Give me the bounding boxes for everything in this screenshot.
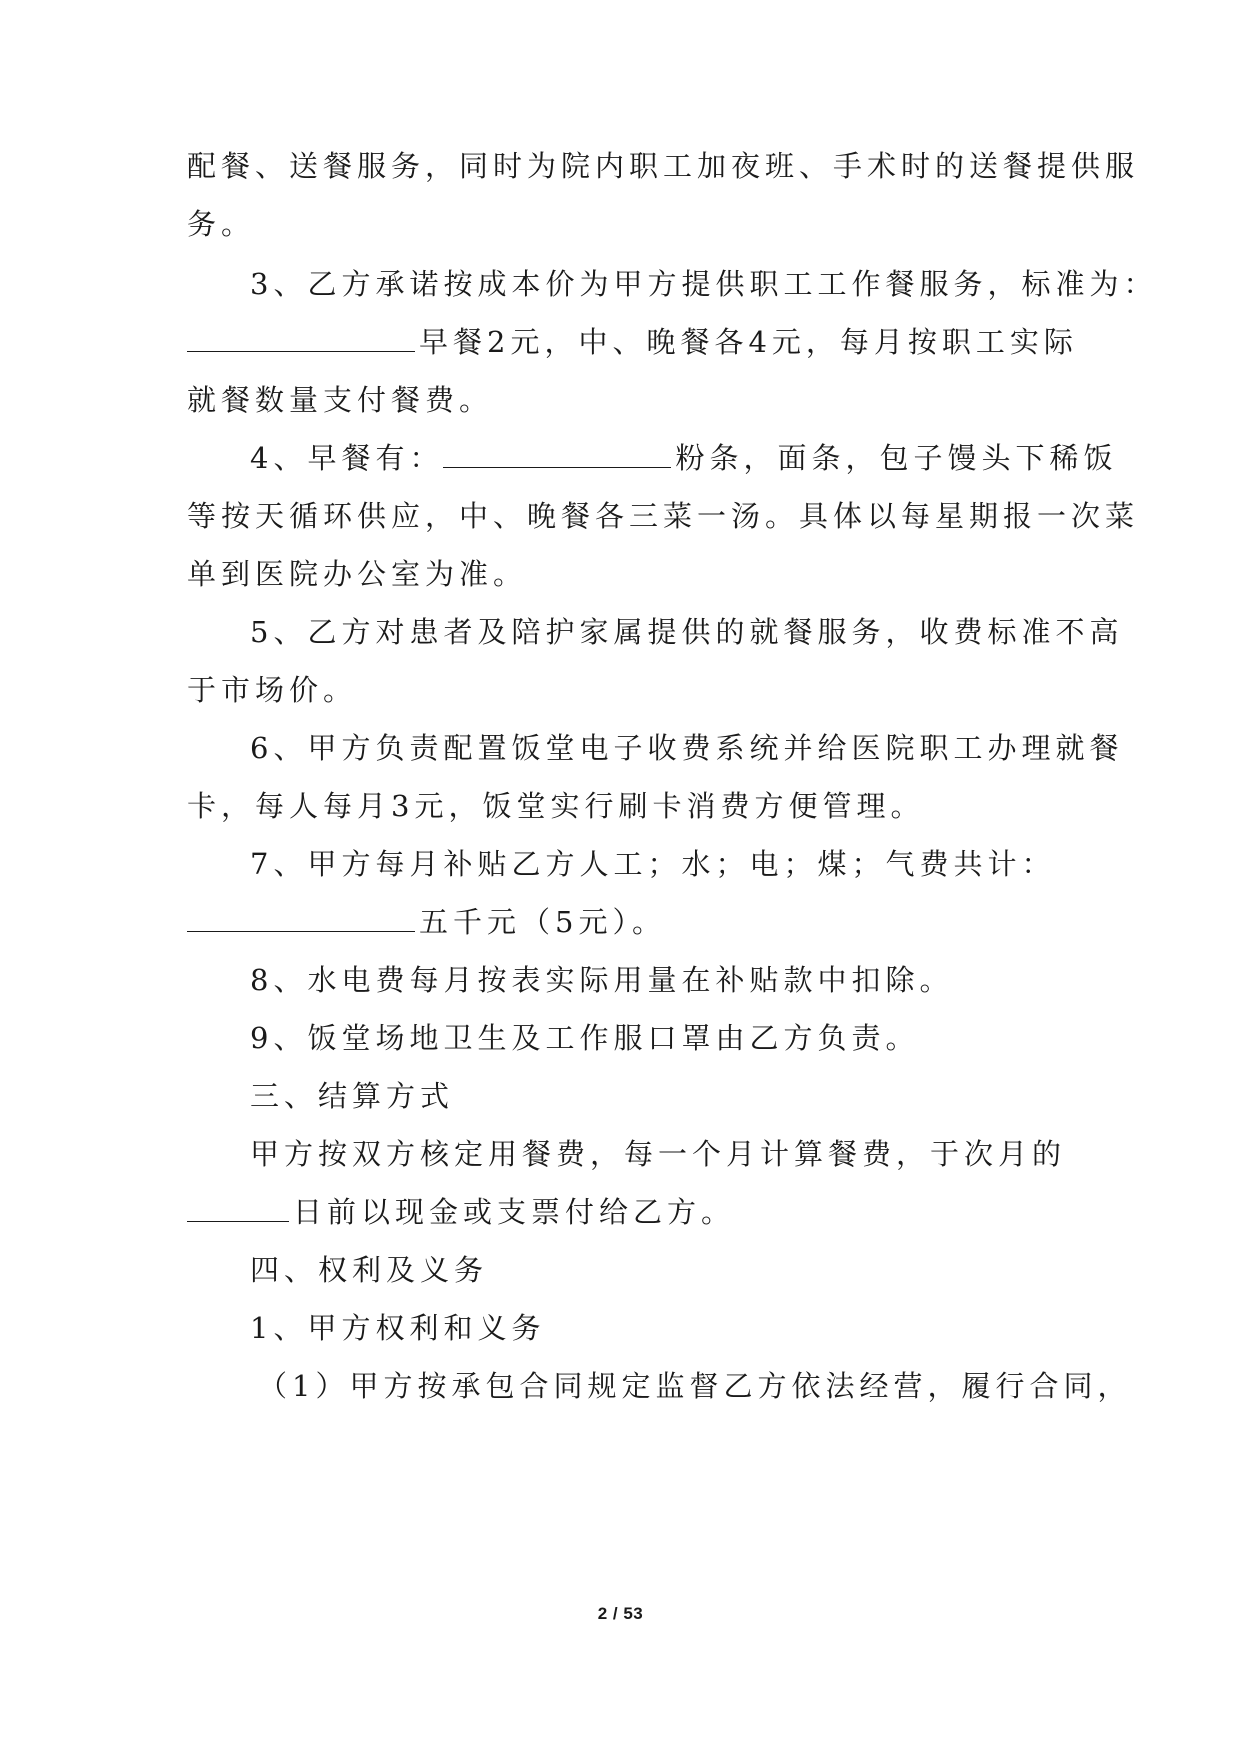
text-span: 五千元（5元）。 [419, 905, 666, 939]
fill-in-blank [443, 439, 671, 468]
subheading-party-a: 1、甲方权利和义务 [250, 1311, 546, 1345]
text-span: 日前以现金或支票付给乙方。 [293, 1195, 736, 1229]
text-line: （1）甲方按承包合同规定监督乙方依法经营，履行合同， [258, 1369, 1132, 1403]
text-line: 等按天循环供应，中、晚餐各三菜一汤。具体以每星期报一次菜 [187, 499, 1140, 533]
clause-5: 5、乙方对患者及陪护家属提供的就餐服务，收费标准不高 [250, 615, 1124, 649]
clause-9: 9、饭堂场地卫生及工作服口罩由乙方负责。 [250, 1021, 920, 1055]
text-line: 卡，每人每月3元，饭堂实行刷卡消费方便管理。 [187, 789, 925, 823]
fill-in-blank [187, 903, 415, 932]
text-span: 早餐2元，中、晚餐各4元，每月按职工实际 [419, 325, 1078, 359]
section-heading-rights: 四、权利及义务 [250, 1253, 489, 1287]
clause-4 [250, 438, 1120, 478]
text-line: 甲方按双方核定用餐费，每一个月计算餐费，于次月的 [250, 1137, 1067, 1171]
fill-in-blank [187, 323, 415, 352]
fill-in-blank [187, 1193, 289, 1222]
section-heading-settlement: 三、结算方式 [250, 1079, 455, 1113]
text-span: 粉条，面条，包子馒头下稀饭 [675, 441, 1118, 475]
page-number: 2 / 53 [597, 1604, 644, 1623]
clause-8: 8、水电费每月按表实际用量在补贴款中扣除。 [250, 963, 954, 997]
text-line [187, 1192, 1057, 1232]
text-line: 单到医院办公室为准。 [187, 557, 528, 591]
text-span: 4、早餐有： [250, 441, 444, 475]
text-line [187, 322, 1078, 362]
text-line: 务。 [187, 207, 256, 241]
clause-7: 7、甲方每月补贴乙方人工；水；电；煤；气费共计： [250, 847, 1056, 881]
text-line: 就餐数量支付餐费。 [187, 383, 494, 417]
text-line: 于市场价。 [187, 673, 358, 707]
text-line: 配餐、送餐服务，同时为院内职工加夜班、手术时的送餐提供服 [187, 149, 1140, 183]
clause-6: 6、甲方负责配置饭堂电子收费系统并给医院职工办理就餐 [250, 731, 1124, 765]
clause-3: 3、乙方承诺按成本价为甲方提供职工工作餐服务，标准为： [250, 267, 1158, 301]
text-line [187, 902, 1057, 942]
